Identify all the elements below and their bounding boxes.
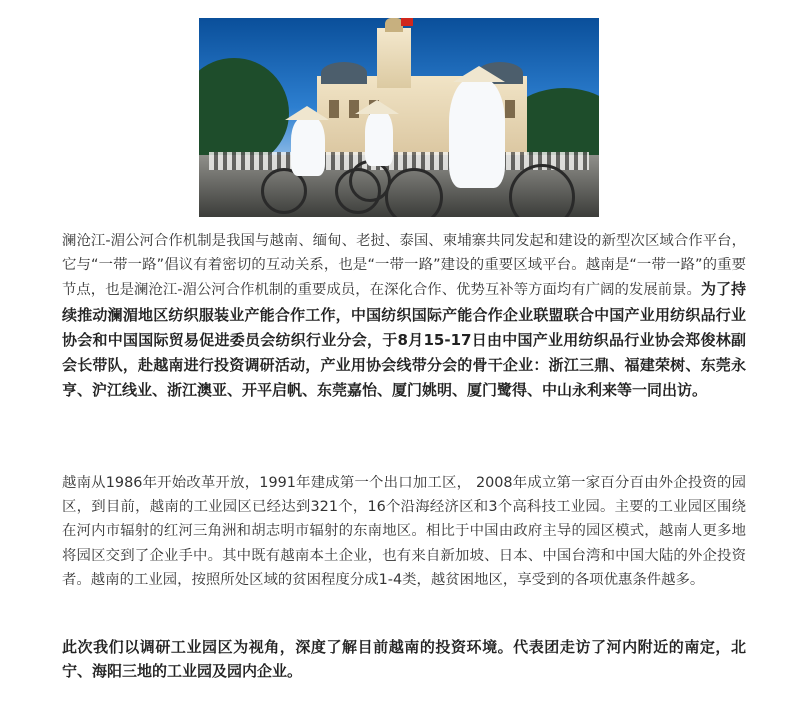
visit-summary-paragraph: 此次我们以调研工业园区为视角，深度了解目前越南的投资环境。代表团走访了河内附近的南定，北宁、海阳三地的工业园及园内企业。 [62,638,746,681]
article-photo [199,18,599,217]
industrial-parks-paragraph: 越南从1986年开始改革开放，1991年建成第一个出口加工区， 2008年成立第一家百分百由外企投资的园区，到目前，越南的工业园区已经达到321个，16个沿海经济区和3个高科技工业园。主要的工业园区围绕在河内市辐射的红河三角洲和胡志明市辐射的东南地区。相比于中国由政府主导的园区模式，越南人更多地将园区交到了企业手中。其中既有越南本土企业，也有来自新加坡、日本、中国台湾和中国大陆的外企投资者。越南的工业园，按照所处区域的贫困程度分成1-4类，越贫困地区，享受到的各项优惠条件越多。 [62,475,746,588]
flag-icon [401,18,413,26]
intro-paragraph [62,229,746,403]
intro-text: 澜沧江-湄公河合作机制是我国与越南、缅甸、老挝、泰国、柬埔寨共同发起和建设的新型次区域合作平台，它与“一带一路”倡议有着密切的互动关系，也是“一带一路”建设的重要区域平台。越南是“一带一路”的重要节点，也是澜沧江-湄公河合作机制的重要成员，在深化合作、优势互补等方面均有广阔的发展前景。 [62,233,746,299]
intro-bold-text: 为了持续推动澜湄地区纺织服装业产能合作工作，中国纺织国际产能合作企业联盟联合中国产业用纺织品行业协会和中国国际贸易促进委员会纺织行业分会，于8月15-17日由中国产业用纺织品行业协会郑俊林副会长带队，赴越南进行投资调研活动，产业用协会线带分会的骨干企业：浙江三鼎、福建荣树、东莞永亨、沪江线业、浙江澳亚、开平启帆、东莞嘉怡、厦门姚明、厦门鹭得、中山永利来等一同出访。 [62,280,746,400]
